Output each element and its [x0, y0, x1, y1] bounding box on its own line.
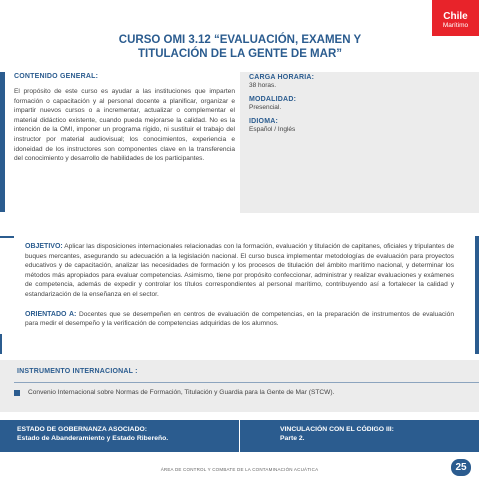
vinculacion-label: VINCULACIÓN CON EL CÓDIGO III:	[280, 426, 394, 433]
instrumento-item: Convenio Internacional sobre Normas de Formación, Titulación y Guardia para la Gente de Mar (STCW).	[28, 389, 335, 396]
idioma-label: IDIOMA:	[249, 118, 279, 125]
modalidad-label: MODALIDAD:	[249, 96, 297, 103]
page-number: 25	[451, 459, 471, 476]
gobernanza-box	[0, 420, 239, 452]
gobernanza-label: ESTADO DE GOBERNANZA ASOCIADO:	[17, 426, 148, 433]
right-accent-bar	[475, 236, 479, 354]
modalidad	[249, 96, 470, 111]
objetivo-paragraph	[25, 242, 454, 300]
page-title: CURSO OMI 3.12 “EVALUACIÓN, EXAMEN Y TITULACIÓN DE LA GENTE DE MAR”	[118, 34, 362, 60]
logo-name: Chile	[443, 11, 468, 22]
carga-horaria	[249, 74, 470, 89]
footer-text: ÁREA DE CONTROL Y COMBATE DE LA CONTAMINACIÓN ACUÁTICA	[160, 467, 319, 472]
idioma-value: Español / Inglés	[249, 126, 296, 133]
logo-subtitle: Marítimo	[442, 22, 469, 29]
carga-horaria-value: 38 horas.	[249, 82, 277, 89]
frame-corner	[0, 334, 2, 354]
contenido-general-section	[14, 73, 235, 164]
orientado-label: ORIENTADO A:	[25, 310, 77, 318]
chile-maritimo-logo	[432, 0, 479, 36]
square-bullet-icon	[14, 390, 20, 396]
carga-horaria-label: CARGA HORARIA:	[249, 74, 315, 81]
objetivo-text: Aplicar las disposiciones internacionales relacionadas con la formación, evaluación y titulación de capitanes, oficiales y tripulantes de buques mercantes, asegurando su adecuación a la legislación nacional. El curso busca implementar metodologías de evaluación para proyectos educativos y de capacitación, analizar las necesidades de formación y los procesos de titulación del ámbito marítimo nacional, y determinar los métodos más apropiados para evaluar competencias. Asimismo, tiene por propósito confeccionar, administrar y realizar evaluaciones y exámenes de competencia, además de expedir y controlar los títulos correspondientes al personal marítimo, contribuyendo así a fortalecer la calidad y estandarización de la enseñanza en el sector.	[25, 243, 454, 298]
objetivo-label: OBJETIVO:	[25, 243, 63, 250]
modalidad-value: Presencial.	[249, 104, 282, 111]
left-accent-bar	[0, 72, 5, 212]
course-details-panel	[240, 72, 479, 213]
vinculacion-box	[240, 420, 479, 452]
gobernanza-value: Estado de Abanderamiento y Estado Ribereño.	[17, 435, 169, 442]
divider	[14, 382, 479, 383]
list-item	[14, 389, 334, 396]
contenido-general-label: CONTENIDO GENERAL:	[14, 73, 99, 80]
vinculacion-value: Parte 2.	[280, 435, 305, 442]
contenido-general-text: El propósito de este curso es ayudar a las instituciones que imparten formación o capacitación y al personal docente a planificar, organizar e impartir nuevos cursos o a incrementar, actualizar o complementar el material didáctico existente, cuando pueda mejorarse la calidad. No es la intención de la OMI, imponer un programa rígido, ni sustituir el trabajo del instructor por material audiovisual; los conocimientos, experiencia e idoneidad de los instructores son componentes clave en la transferencia del conocimiento y desarrollo de habilidades de los participantes.	[14, 88, 235, 163]
objetivo-section	[0, 236, 479, 354]
instrumento-internacional-section	[0, 360, 479, 412]
instrumento-label: INSTRUMENTO INTERNACIONAL :	[17, 368, 138, 375]
orientado-text: Docentes que se desempeñen en centros de evaluación de competencias, en la preparación de instrumentos de evaluación para medir el desempeño y la verificación de competencias adquiridas de los alumnos.	[25, 310, 454, 328]
orientado-paragraph	[25, 310, 454, 329]
idioma	[249, 118, 470, 133]
frame-corner	[0, 236, 14, 238]
